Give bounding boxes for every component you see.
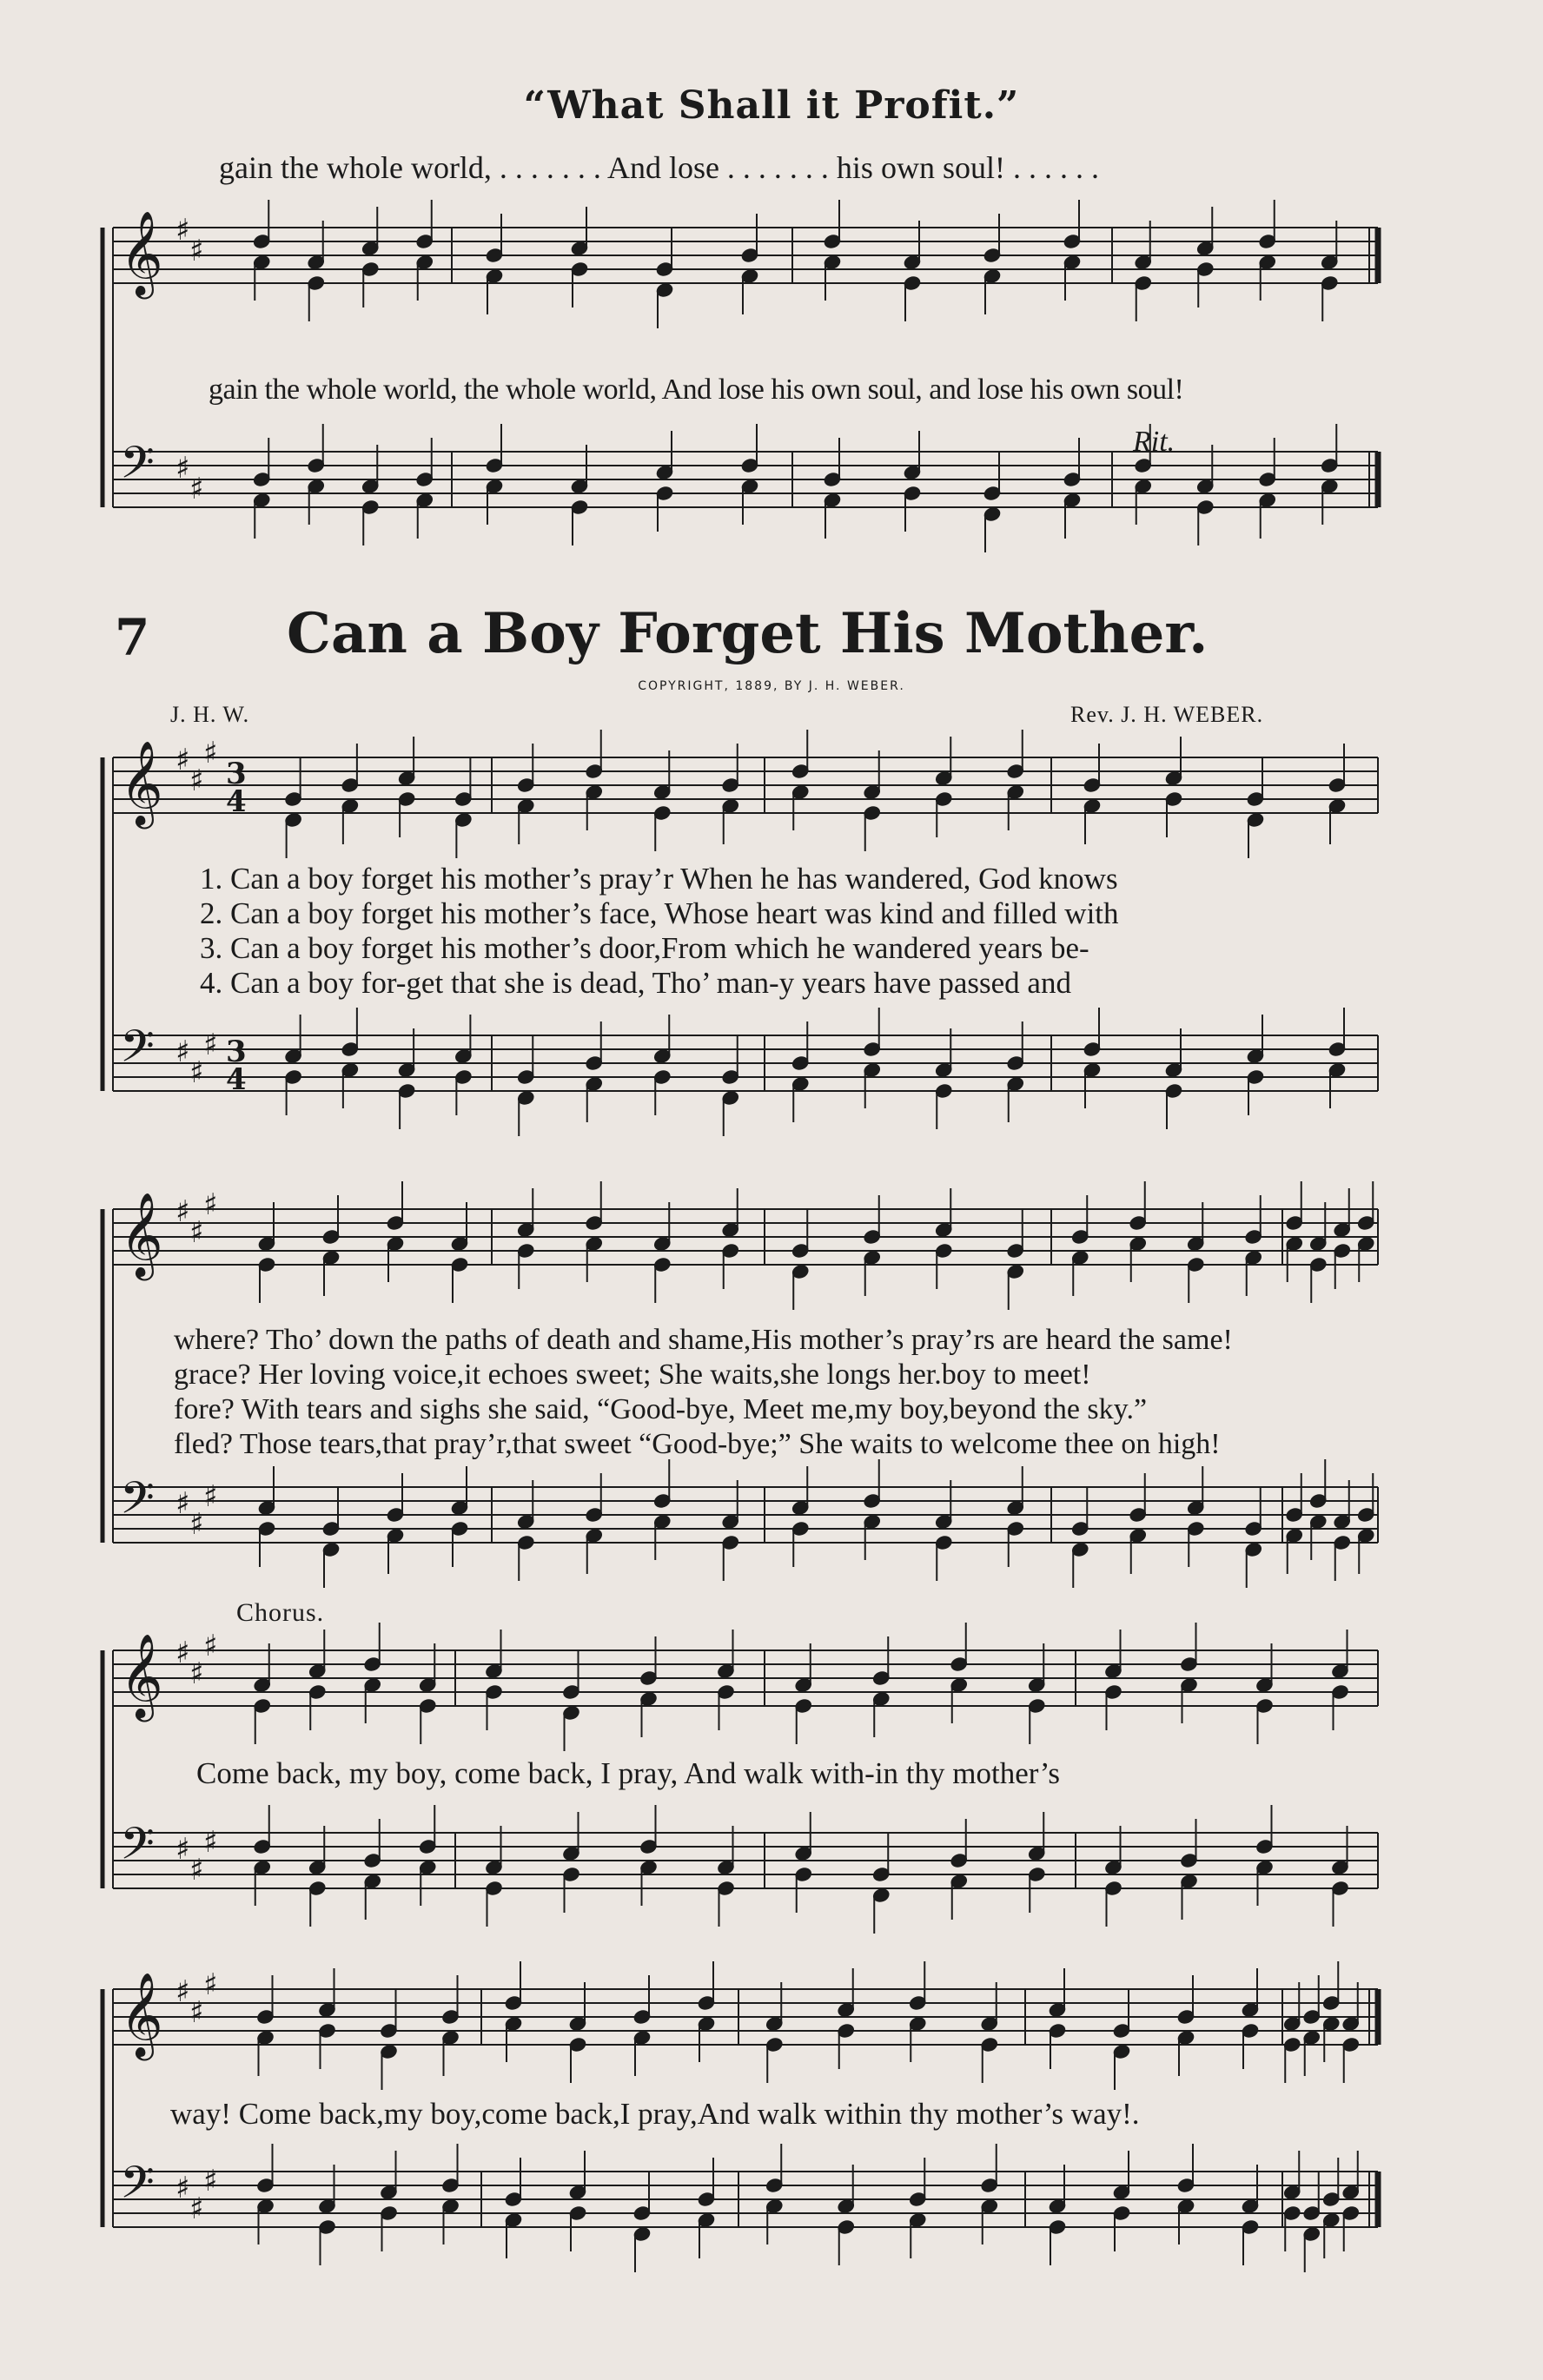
sharp-sign: ♯ (175, 1636, 190, 1670)
verse-4-line-a: 4. Can a boy for-get that she is dead, Tho’ man-y years have passed and (200, 966, 1071, 1000)
verse-3-line-a: 3. Can a boy forget his mother’s door,From which he wandered years be- (200, 931, 1089, 965)
sharp-sign: ♯ (189, 234, 204, 268)
sharp-sign: ♯ (175, 743, 190, 777)
sharp-sign: ♯ (175, 1486, 190, 1521)
treble-clef: 𝄞 (120, 1633, 163, 1718)
song1-treble-lyric: gain the whole world, . . . . . . . And lose . . . . . . . his own soul! . . . . . . (219, 150, 1099, 185)
sharp-sign: ♯ (203, 736, 218, 770)
bass-clef: 𝄢 (120, 436, 155, 499)
treble-clef: 𝄞 (120, 1192, 163, 1277)
sharp-sign: ♯ (203, 1967, 218, 2002)
song1-title: “What Shall it Profit.” (523, 83, 1020, 128)
sharp-sign: ♯ (203, 1187, 218, 1222)
bass-clef: 𝄢 (120, 1471, 155, 1535)
verse-3-line-b: fore? With tears and sighs she said, “Good-bye, Meet me,my boy,beyond the sky.” (174, 1393, 1148, 1425)
chorus-label: Chorus. (236, 1598, 325, 1627)
sharp-sign: ♯ (189, 1853, 204, 1887)
sharp-sign: ♯ (203, 1028, 218, 1062)
composer-credit: Rev. J. H. WEBER. (1070, 702, 1264, 727)
sharp-sign: ♯ (175, 1035, 190, 1069)
verse-1-line-a: 1. Can a boy forget his mother’s pray’r When he has wandered, God knows (200, 862, 1118, 896)
sharp-sign: ♯ (189, 1055, 204, 1090)
verse-1-line-b: where? Tho’ down the paths of death and shame,His mother’s pray’rs are heard the same! (174, 1324, 1233, 1356)
sharp-sign: ♯ (189, 1995, 204, 2030)
sharp-sign: ♯ (175, 1194, 190, 1229)
ritardando-marking: Rit. (1133, 426, 1175, 458)
verse-2-line-a: 2. Can a boy forget his mother’s face, Whose heart was kind and filled with (200, 896, 1119, 930)
time-signature-bottom: 4 (226, 1062, 247, 1097)
sharp-sign: ♯ (203, 1629, 218, 1663)
song2-title: Can a Boy Forget His Mother. (287, 601, 1209, 666)
song1-bass-lyric: gain the whole world, the whole world, And lose his own soul, and lose his own soul! (209, 374, 1184, 406)
time-signature-top: 3 (226, 757, 247, 791)
bass-clef: 𝄢 (120, 1020, 155, 1083)
verse-2-line-b: grace? Her loving voice,it echoes sweet; She waits,she longs her.boy to meet! (174, 1359, 1091, 1391)
sharp-sign: ♯ (189, 764, 204, 798)
sharp-sign: ♯ (189, 1507, 204, 1542)
treble-clef: 𝄞 (120, 740, 163, 825)
chorus-line-2: way! Come back,my boy,come back,I pray,And walk within thy mother’s way!. (170, 2097, 1140, 2131)
sharp-sign: ♯ (203, 1479, 218, 1514)
sharp-sign: ♯ (189, 2192, 204, 2226)
sharp-sign: ♯ (175, 1832, 190, 1867)
sharp-sign: ♯ (189, 472, 204, 506)
bass-clef: 𝄢 (120, 1817, 155, 1881)
sharp-sign: ♯ (175, 451, 190, 486)
sharp-sign: ♯ (189, 1215, 204, 1250)
treble-clef: 𝄞 (120, 1972, 163, 2057)
sharp-sign: ♯ (175, 1974, 190, 2009)
sharp-sign: ♯ (175, 213, 190, 248)
treble-clef: 𝄞 (120, 210, 163, 295)
copyright-notice: COPYRIGHT, 1889, BY J. H. WEBER. (638, 679, 905, 693)
hymn-number: 7 (115, 608, 150, 667)
chorus-line-1: Come back, my boy, come back, I pray, And walk with-in thy mother’s (196, 1756, 1061, 1790)
bass-clef: 𝄢 (120, 2156, 155, 2219)
verse-4-line-b: fled? Those tears,that pray’r,that sweet “Good-bye;” She waits to welcome thee on high! (174, 1428, 1221, 1460)
sharp-sign: ♯ (189, 1656, 204, 1691)
sharp-sign: ♯ (203, 1825, 218, 1860)
time-signature-bottom: 4 (226, 784, 247, 819)
sharp-sign: ♯ (175, 2171, 190, 2205)
sharp-sign: ♯ (203, 2164, 218, 2198)
lyricist-credit: J. H. W. (170, 702, 250, 727)
time-signature-top: 3 (226, 1035, 247, 1069)
